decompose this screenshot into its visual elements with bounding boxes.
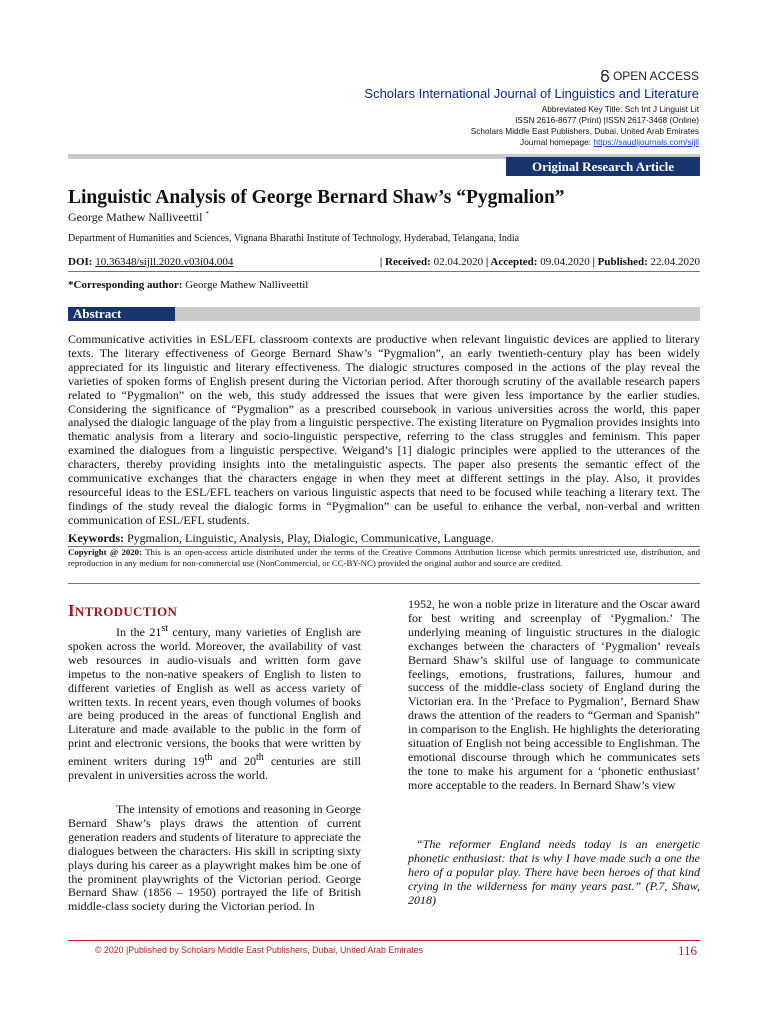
author-affiliation: Department of Humanities and Sciences, Vignana Bharathi Institute of Technology, Hyderabad, Telangana, India <box>68 233 520 244</box>
issn-line: ISSN 2616-8677 (Print) |ISSN 2617-3468 (Online) <box>515 115 699 125</box>
author-name <box>68 210 209 225</box>
open-lock-icon <box>600 70 610 82</box>
copyright-notice <box>68 547 700 569</box>
intro-paragraph-1 <box>68 622 361 783</box>
keywords-label: Keywords: <box>68 531 124 545</box>
text-run: and 20 <box>212 754 256 769</box>
article-type-badge: Original Research Article <box>506 157 700 176</box>
divider <box>68 583 700 584</box>
journal-title: Scholars International Journal of Linguistics and Literature <box>364 86 699 101</box>
intro-paragraph-2: The intensity of emotions and reasoning in George Bernard Shaw’s plays draws the attention of current generation readers and students of literature to appreciate the dialogues between the characters. His skill in scripting sixty plays during his career as a playwright makes him be one of the prominent playwrights of the Victorian period. George Bernard Shaw (1856 – 1950) portrayed the life of British middle-class society during the Victorian period. In <box>68 802 361 914</box>
intro-paragraph-3: 1952, he won a noble prize in literature and the Oscar award for best writing and screenplay of ‘Pygmalion.’ The underlying meaning of linguistic structures in the dialogic exchanges between the characters of ‘Pygmalion’ reveals Bernard Shaw’s skilful use of language to communicate feelings, emotions, frustrations, failures, humour and success of the middle-class society of England during the Victorian era. In the ‘Preface to Pygmalion’, Bernard Shaw draws the attention of the readers to “German and Spanish” in comparison to the English. He highlights the deteriorating situation of English not being accessible to Englishman. The emotional discourse through which he communicates sets the tone to make his argument for a ‘phonetic enthusiast’ more acceptable to the readers. In Bernard Shaw’s view <box>408 597 700 792</box>
superscript: st <box>161 623 169 634</box>
open-access-badge <box>600 69 699 83</box>
superscript: th <box>204 752 213 764</box>
corr-name: George Mathew Nalliveettil <box>185 279 309 291</box>
open-access-label: OPEN ACCESS <box>612 69 699 83</box>
received-label: | Received: <box>379 256 431 268</box>
publisher-line: Scholars Middle East Publishers, Dubai, United Arab Emirates <box>470 126 699 136</box>
corr-label: *Corresponding author: <box>68 279 183 291</box>
text-run: centuries are still prevalent in universities across the world. <box>68 754 362 783</box>
keywords-list: Pygmalion, Linguistic, Analysis, Play, Dialogic, Communicative, Language. <box>127 531 494 545</box>
text-run: century, many varieties of English are spoken across the world. Moreover, the availability of vast web resources in audio-visuals and written form gave impetus to the non-native speakers of English to listen to different varieties of English as well as access variety of written texts. In recent years, even though volumes of books are being produced in the areas of functional English and Literature and made available to the public in the form of print and electronic versions, the books that were written by eminent writers during 19 <box>68 625 362 769</box>
author-name-text: George Mathew Nalliveettil <box>68 210 203 224</box>
copyright-text: This is an open-access article distributed under the terms of the Creative Commons Attribution license which permits unrestricted use, distribution, and reproduction in any medium for non-commercial use (NonCommercial, or CC-BY-NC) provided the original author and source are credited. <box>68 547 701 568</box>
text-run: In the 21 <box>116 625 162 639</box>
corresponding-author <box>68 279 308 291</box>
abstract-heading: Abstract <box>68 307 175 321</box>
homepage-link[interactable]: https://saudijournals.com/sijll <box>593 137 699 147</box>
divider <box>68 271 700 272</box>
superscript: th <box>255 752 264 764</box>
heading-rest: NTRODUCTION <box>74 604 178 619</box>
article-dates <box>380 256 700 268</box>
published-date: 22.04.2020 <box>650 256 700 268</box>
footer-rule <box>68 940 700 941</box>
block-quote: “The reformer England needs today is an energetic phonetic enthusiast: that is why I have made such a one the hero of a popular play. There have been heroes of that kind crying in the wilderness for many years past.” (P.7, Shaw, 2018) <box>408 837 700 907</box>
page-number: 116 <box>678 943 698 958</box>
corresponding-mark: * <box>205 210 209 218</box>
article-title: Linguistic Analysis of George Bernard Shaw’s “Pygmalion” <box>68 187 565 208</box>
abbrev-key-title: Abbreviated Key Title: Sch Int J Linguist Lit <box>541 104 699 114</box>
abstract-text: Communicative activities in ESL/EFL classroom contexts are productive when relevant linguistic devices are applied to literary texts. The literary effectiveness of George Bernard Shaw’s “Pygmalion”, an early twentieth-century play has been widely appreciated for its linguistic and literary effectiveness. The dialogic structures composed in the actions of the play reveal the varieties of spoken forms of English present during the Victorian period. After thorough scrutiny of the available research papers related to “Pygmalion” on the web, this study addressed the issues that were given less importance by the earlier studies. Considering the significance of “Pygmalion” as a prescribed coursebook in various universities across the world, this paper analysed the dialogic language of the play from a linguistic perspective. The existing literature on Pygmalion provides insights into thematic analysis from a literary and socio-linguistic perspective, referring to the class struggles and feminism. This paper examined the dialogues from a linguistic perspective. Weigand’s [1] dialogic principles were applied to the utterances of the characters, thereby providing insights into the metalinguistic aspects. The paper also presents the semantic effect of the communicative exchanges that the characters engage in when they meet at different settings in the play. Also, it provides resourceful ideas to the ESL/EFL teachers on various linguistic aspects that need to be focused while teaching a literary text. The findings of the study reveal the dialogic forms in “Pygmalion” can be useful to enhance the verbal, non-verbal and written communication of ESL/EFL students. <box>68 332 700 527</box>
copyright-label: Copyright @ 2020: <box>68 547 142 557</box>
keywords <box>68 531 700 545</box>
section-heading-introduction <box>68 601 177 621</box>
doi-link[interactable]: 10.36348/sijll.2020.v03i04.004 <box>95 256 234 268</box>
doi-label: DOI: <box>68 256 93 268</box>
footer-publisher: © 2020 |Published by Scholars Middle East Publishers, Dubai, United Arab Emirates <box>95 945 424 955</box>
heading-initial: I <box>68 601 75 620</box>
published-label: | Published: <box>592 256 648 268</box>
journal-homepage <box>520 137 699 147</box>
doi-dates-row <box>68 256 700 268</box>
homepage-label: Journal homepage: <box>520 137 594 147</box>
accepted-label: | Accepted: <box>485 256 538 268</box>
received-date: 02.04.2020 <box>433 256 484 268</box>
accepted-date: 09.04.2020 <box>540 256 590 268</box>
